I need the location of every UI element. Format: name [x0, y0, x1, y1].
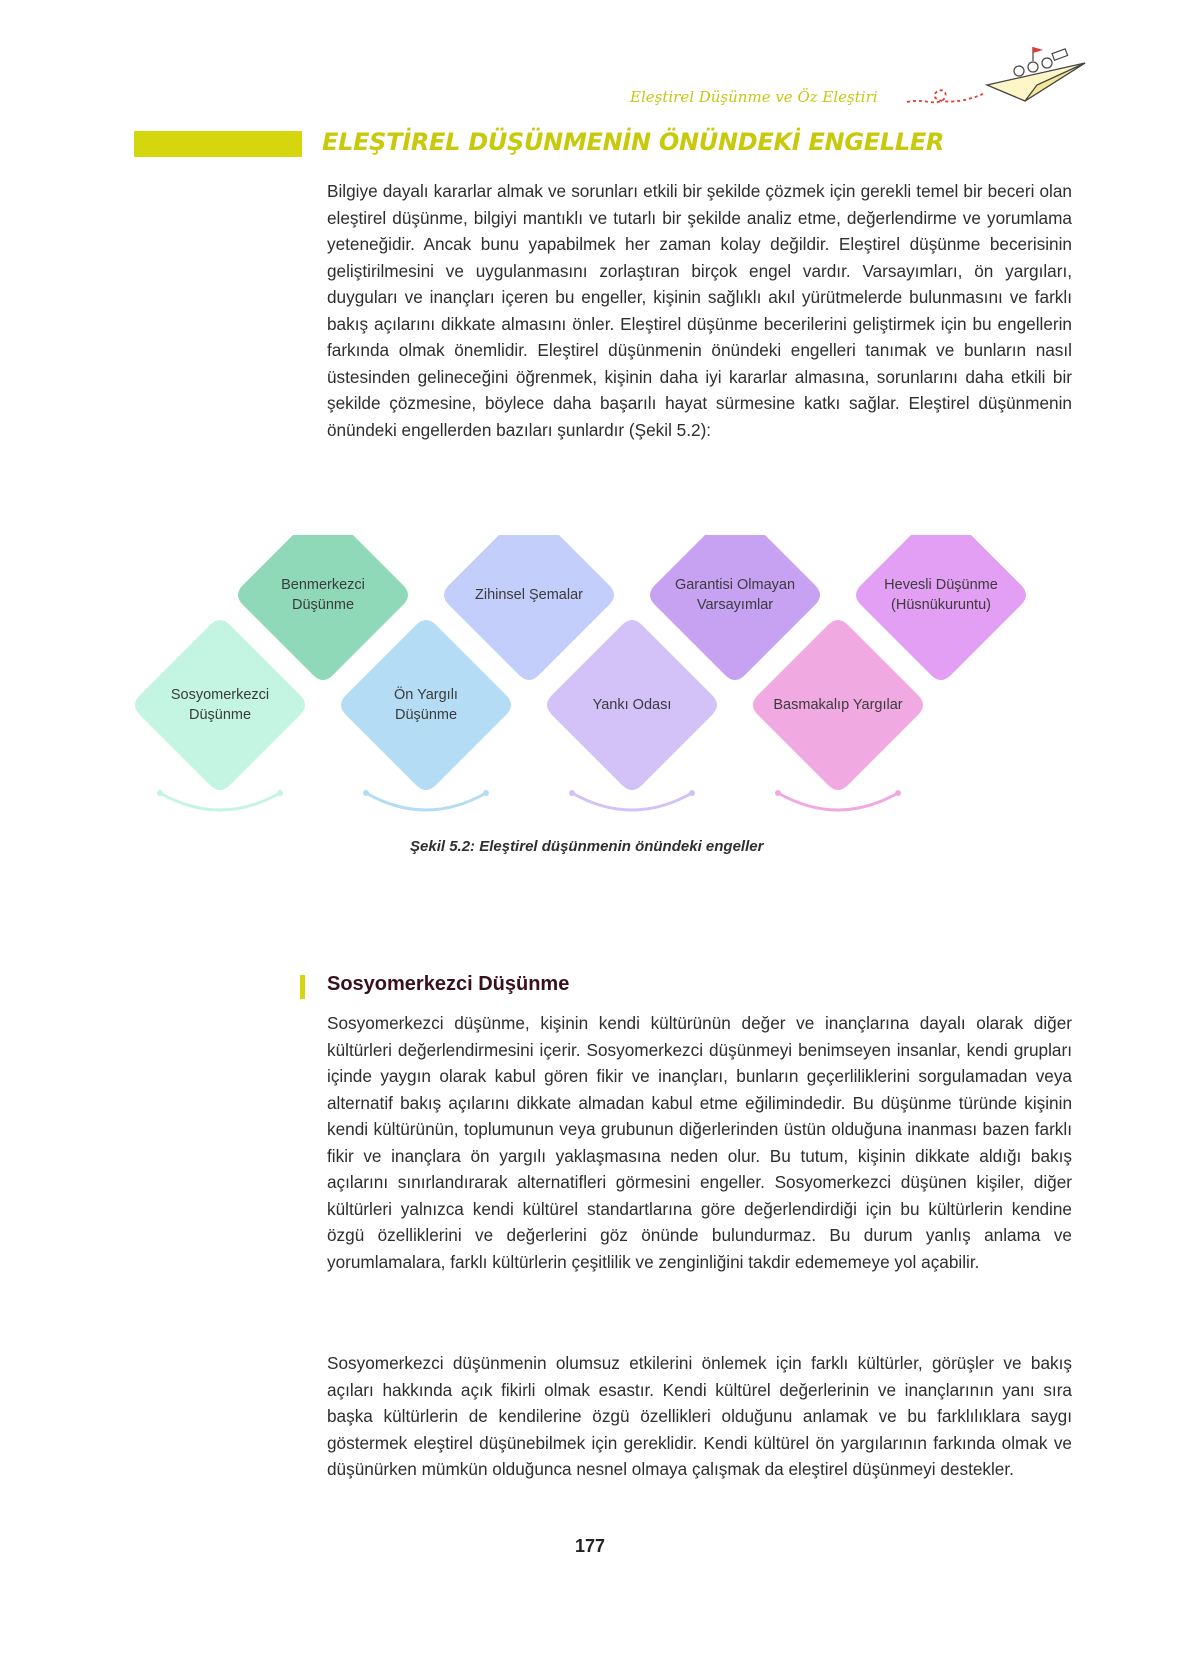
diagram-label-line1: Garantisi Olmayan — [674, 577, 796, 593]
dotted-trail-decoration — [905, 84, 985, 114]
diagram-label-line2: (Hüsnükuruntu) — [891, 597, 991, 613]
diagram-arc-dot — [895, 790, 901, 796]
diagram-arc-dot — [775, 790, 781, 796]
diagram-arc-dot — [277, 790, 283, 796]
diagram-label-line2: Düşünme — [394, 707, 458, 723]
diagram-arc-dot — [483, 790, 489, 796]
diagram-arc-3 — [366, 793, 486, 810]
diagram-arc-dot — [157, 790, 163, 796]
diagram-label-line1: Basmakalıp Yargılar — [773, 697, 903, 713]
diagram-label-line2: Düşünme — [291, 597, 355, 613]
diagram-label-4 — [444, 585, 614, 605]
diagram-label-8 — [856, 575, 1026, 615]
running-head: Eleştirel Düşünme ve Öz Eleştiri — [630, 88, 878, 106]
section-title: ELEŞTİREL DÜŞÜNMENİN ÖNÜNDEKİ ENGELLER — [322, 128, 945, 156]
diagram-label-2 — [238, 575, 408, 615]
paragraph-2: Sosyomerkezci düşünmenin olumsuz etkilerini önlemek için farklı kültürler, görüşler ve bakış açıları hakkında açık fikirli olmak esastır. Kendi kültürel değerlerinin ve inançlarının yanı sıra başka kültürlerin de kendilerine özgü özellikleri olduğunu anlamak ve bu farklılıklara saygı göstermek eleştirel düşünebilmek için gereklidir. Kendi kültürel ön yargılarının farkında olmak ve düşünürken mümkün olduğunca nesnel olmaya çalışmak da eleştirel düşünmeyi destekler. — [327, 1353, 1072, 1479]
diagram-label-line1: Zihinsel Şemalar — [475, 587, 583, 603]
title-accent-bar — [134, 131, 302, 157]
diagram-label-5 — [547, 695, 717, 715]
diagram-arc-5 — [572, 793, 692, 810]
paper-plane-illustration — [985, 45, 1090, 105]
diagram-label-line1: Yankı Odası — [592, 697, 672, 713]
diagram-label-6 — [650, 575, 820, 615]
paragraph-1: Sosyomerkezci düşünme, kişinin kendi kültürünün değer ve inançlarına dayalı olarak diğer kültürleri değerlendirmesini içerir. Sosyomerkezci düşünmeyi benimseyen insanlar, kendi grupları içinde yaygın olarak kabul gören fikir ve inançları, bunların geçerliliklerini sorgulamadan veya alternatif bakış açılarını dikkate almadan kabul etme eğilimindedir. Bu düşünme türünde kişinin kendi kültürünün, toplumunun veya grubunun diğerlerinden üstün olduğuna inanması bazen farklı fikir ve inançlara ön yargılı yaklaşmasına neden olur. Bu tutum, kişinin dikkate aldığı bakış açılarını sınırlandırarak alternatifleri görmesini engeller. Sosyomerkezci düşünen kişiler, diğer kültürleri yalnızca kendi kültürel standartlarına göre değerlendirdiği için bu kültürlerin kendine özgü özelliklerini ve değerlerini göz önünde bulundurmaz. Bu durum yanlış anlama ve yorumlamalara, farklı kültürlerin çeşitlilik ve zenginliğini takdir edememeye yol açabilir. — [327, 1013, 1072, 1272]
subsection-title: Sosyomerkezci Düşünme — [327, 973, 570, 995]
diagram-label-line1: Ön Yargılı — [394, 687, 458, 703]
subheading-accent-bar — [300, 975, 305, 999]
diagram-arc-7 — [778, 793, 898, 810]
diagram-diamond-4 — [444, 535, 614, 680]
figure-caption: Şekil 5.2: Eleştirel düşünmenin önündeki engeller — [410, 838, 764, 855]
diagram-label-line1: Benmerkezci — [281, 577, 365, 593]
diagram-label-line2: Varsayımlar — [696, 597, 774, 613]
diagram-label-line1: Hevesli Düşünme — [884, 577, 998, 593]
diagram-label-1 — [135, 685, 305, 725]
obstacles-diagram — [132, 535, 1072, 820]
diagram-label-7 — [753, 695, 923, 715]
diagram-arc-1 — [160, 793, 280, 810]
diagram-label-3 — [341, 685, 511, 725]
diagram-arc-dot — [363, 790, 369, 796]
diagram-arc-dot — [569, 790, 575, 796]
diagram-arc-dot — [689, 790, 695, 796]
diagram-label-line1: Sosyomerkezci — [170, 687, 270, 703]
diagram-label-line2: Düşünme — [188, 707, 252, 723]
intro-paragraph: Bilgiye dayalı kararlar almak ve sorunları etkili bir şekilde çözmek için gerekli temel bir beceri olan eleştirel düşünme, bilgiyi mantıklı ve tutarlı bir şekilde analiz etme, değerlendirme ve yorumlama yeteneğidir. Ancak bunu yapabilmek her zaman kolay değildir. Eleştirel düşünme becerisinin geliştirilmesini ve uygulanmasını zorlaştıran birçok engel vardır. Varsayımları, ön yargıları, duyguları ve inançları içeren bu engeller, kişinin sağlıklı akıl yürütmelerde bulunmasını ve farklı bakış açılarını dikkate almasını önler. Eleştirel düşünme becerilerini geliştirmek için bu engellerin farkında olmak önemlidir. Eleştirel düşünmenin önündeki engelleri tanımak ve bunların nasıl üstesinden gelineceğini öğrenmek, kişinin daha iyi kararlar almasına, sorunlarını daha etkili bir şekilde çözmesine, böylece daha başarılı hayat sürmesine katkı sağlar. Eleştirel düşünmenin önündeki engellerden bazıları şunlardır (Şekil 5.2): — [327, 181, 1072, 440]
page-number: 177 — [574, 1536, 606, 1556]
